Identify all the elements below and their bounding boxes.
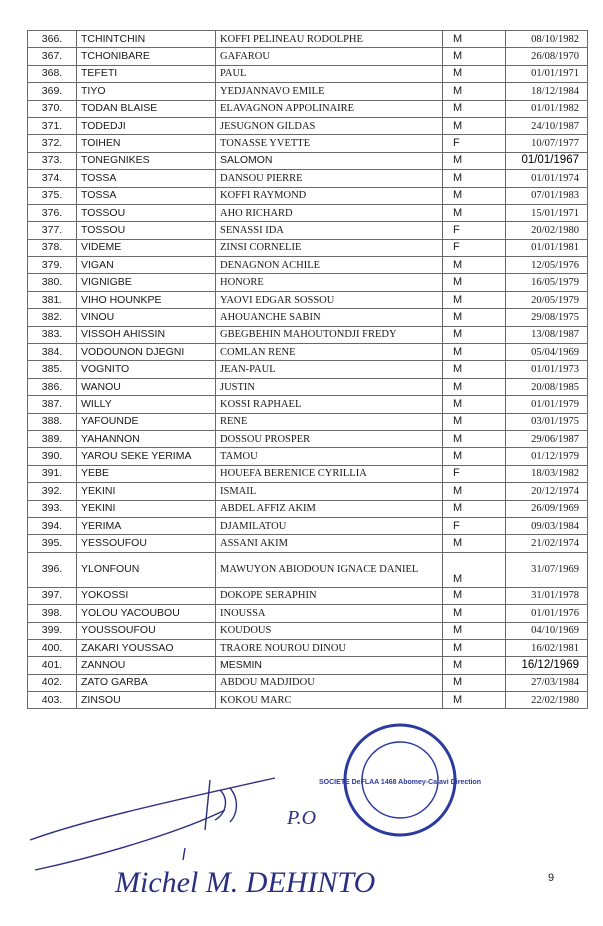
- row-number: 393.: [28, 500, 77, 517]
- table-row: [28, 605, 588, 622]
- birth-date: 21/02/1974: [506, 535, 588, 552]
- table-row: [28, 100, 588, 117]
- row-number: 376.: [28, 204, 77, 221]
- row-number: 369.: [28, 83, 77, 100]
- last-name: TODEDJI: [77, 117, 216, 134]
- company-stamp: [318, 720, 482, 840]
- last-name: YEKINI: [77, 500, 216, 517]
- sex-cell: M: [443, 291, 506, 308]
- birth-date: 20/02/1980: [506, 222, 588, 239]
- first-name: GBEGBEHIN MAHOUTONDJI FREDY: [216, 326, 443, 343]
- last-name: TEFETI: [77, 65, 216, 82]
- table-row: [28, 378, 588, 395]
- row-number: 399.: [28, 622, 77, 639]
- sex-cell: M: [443, 187, 506, 204]
- last-name: VISSOH AHISSIN: [77, 326, 216, 343]
- last-name: YOUSSOUFOU: [77, 622, 216, 639]
- birth-date: 03/01/1975: [506, 413, 588, 430]
- row-number: 384.: [28, 344, 77, 361]
- first-name: ASSANI AKIM: [216, 535, 443, 552]
- table-row: [28, 187, 588, 204]
- table-row: [28, 48, 588, 65]
- row-number: 397.: [28, 587, 77, 604]
- last-name: ZAKARI YOUSSAO: [77, 639, 216, 656]
- first-name: SALOMON: [216, 152, 443, 169]
- first-name: YEDJANNAVO EMILE: [216, 83, 443, 100]
- sex-cell: M: [443, 257, 506, 274]
- row-number: 394.: [28, 517, 77, 534]
- table-row: [28, 222, 588, 239]
- table-row: [28, 83, 588, 100]
- row-number: 372.: [28, 135, 77, 152]
- last-name: VIHO HOUNKPE: [77, 291, 216, 308]
- table-row: [28, 135, 588, 152]
- row-number: 379.: [28, 257, 77, 274]
- sex-cell: M: [443, 48, 506, 65]
- table-row: [28, 413, 588, 430]
- sex-cell: M: [443, 309, 506, 326]
- row-number: 402.: [28, 674, 77, 691]
- birth-date: 26/08/1970: [506, 48, 588, 65]
- sex-cell: M: [443, 100, 506, 117]
- first-name: KOFFI PELINEAU RODOLPHE: [216, 31, 443, 48]
- row-number: 378.: [28, 239, 77, 256]
- first-name: INOUSSA: [216, 605, 443, 622]
- last-name: TONEGNIKES: [77, 152, 216, 169]
- first-name: TAMOU: [216, 448, 443, 465]
- first-name: PAUL: [216, 65, 443, 82]
- table-row: [28, 657, 588, 674]
- first-name: DENAGNON ACHILE: [216, 257, 443, 274]
- sex-cell: M: [443, 204, 506, 221]
- birth-date: 04/10/1969: [506, 622, 588, 639]
- first-name: HOUEFA BERENICE CYRILLIA: [216, 465, 443, 482]
- birth-date: 07/01/1983: [506, 187, 588, 204]
- sex-cell: M: [443, 413, 506, 430]
- first-name: ELAVAGNON APPOLINAIRE: [216, 100, 443, 117]
- last-name: YEBE: [77, 465, 216, 482]
- birth-date: 08/10/1982: [506, 31, 588, 48]
- birth-date: 12/05/1976: [506, 257, 588, 274]
- first-name: DANSOU PIERRE: [216, 170, 443, 187]
- table-row: [28, 309, 588, 326]
- sex-cell: M: [443, 274, 506, 291]
- row-number: 382.: [28, 309, 77, 326]
- table-row: [28, 204, 588, 221]
- row-number: 389.: [28, 430, 77, 447]
- last-name: YLONFOUN: [77, 552, 216, 587]
- birth-date: 16/02/1981: [506, 639, 588, 656]
- signature: [25, 760, 376, 910]
- last-name: TODAN BLAISE: [77, 100, 216, 117]
- row-number: 371.: [28, 117, 77, 134]
- sex-cell: M: [443, 605, 506, 622]
- row-number: 374.: [28, 170, 77, 187]
- row-number: 390.: [28, 448, 77, 465]
- table-row: [28, 448, 588, 465]
- row-number: 386.: [28, 378, 77, 395]
- sex-cell: M: [443, 483, 506, 500]
- row-number: 383.: [28, 326, 77, 343]
- first-name: DOKOPE SERAPHIN: [216, 587, 443, 604]
- first-name: JESUGNON GILDAS: [216, 117, 443, 134]
- member-table-body: [28, 31, 588, 709]
- last-name: TIYO: [77, 83, 216, 100]
- birth-date: 18/03/1982: [506, 465, 588, 482]
- table-row: [28, 65, 588, 82]
- first-name: DJAMILATOU: [216, 517, 443, 534]
- sex-cell: M: [443, 396, 506, 413]
- table-row: [28, 674, 588, 691]
- birth-date: 01/01/1973: [506, 361, 588, 378]
- sex-cell: M: [443, 117, 506, 134]
- last-name: VINOU: [77, 309, 216, 326]
- sex-cell: M: [443, 535, 506, 552]
- birth-date: 09/03/1984: [506, 517, 588, 534]
- sex-cell: M: [443, 622, 506, 639]
- table-row: [28, 326, 588, 343]
- sex-cell: F: [443, 517, 506, 534]
- last-name: ZATO GARBA: [77, 674, 216, 691]
- last-name: TOSSOU: [77, 204, 216, 221]
- sex-cell: M: [443, 31, 506, 48]
- last-name: YAROU SEKE YERIMA: [77, 448, 216, 465]
- table-row: [28, 117, 588, 134]
- birth-date: 01/12/1979: [506, 448, 588, 465]
- birth-date: 01/01/1981: [506, 239, 588, 256]
- sex-cell: F: [443, 222, 506, 239]
- table-row: [28, 239, 588, 256]
- first-name: YAOVI EDGAR SOSSOU: [216, 291, 443, 308]
- sex-cell: M: [443, 692, 506, 709]
- row-number: 395.: [28, 535, 77, 552]
- last-name: YESSOUFOU: [77, 535, 216, 552]
- stamp-text: SOCIETE DeFLAA 1468 Abomey-Calavi Direction: [318, 779, 482, 786]
- last-name: WILLY: [77, 396, 216, 413]
- first-name: TRAORE NOUROU DINOU: [216, 639, 443, 656]
- row-number: 401.: [28, 657, 77, 674]
- row-number: 398.: [28, 605, 77, 622]
- sex-cell: M: [443, 65, 506, 82]
- birth-date: 01/01/1976: [506, 605, 588, 622]
- birth-date: 01/01/1974: [506, 170, 588, 187]
- sex-cell: M: [443, 170, 506, 187]
- sex-cell: F: [443, 239, 506, 256]
- first-name: ABDEL AFFIZ AKIM: [216, 500, 443, 517]
- last-name: TCHINTCHIN: [77, 31, 216, 48]
- page-number: 9: [548, 872, 555, 884]
- first-name: JEAN-PAUL: [216, 361, 443, 378]
- table-row: [28, 396, 588, 413]
- table-row: [28, 344, 588, 361]
- birth-date: 20/12/1974: [506, 483, 588, 500]
- row-number: 368.: [28, 65, 77, 82]
- row-number: 388.: [28, 413, 77, 430]
- birth-date: 29/08/1975: [506, 309, 588, 326]
- sex-cell: M: [443, 448, 506, 465]
- first-name: MAWUYON ABIODOUN IGNACE DANIEL: [216, 552, 443, 587]
- birth-date: 16/12/1969: [506, 657, 588, 674]
- last-name: VOGNITO: [77, 361, 216, 378]
- table-row: [28, 639, 588, 656]
- last-name: TOSSOU: [77, 222, 216, 239]
- table-row: [28, 257, 588, 274]
- sex-cell: M: [443, 326, 506, 343]
- row-number: 381.: [28, 291, 77, 308]
- birth-date: 10/07/1977: [506, 135, 588, 152]
- last-name: TOIHEN: [77, 135, 216, 152]
- first-name: AHOUANCHE SABIN: [216, 309, 443, 326]
- row-number: 377.: [28, 222, 77, 239]
- birth-date: 31/01/1978: [506, 587, 588, 604]
- row-number: 403.: [28, 692, 77, 709]
- first-name: JUSTIN: [216, 378, 443, 395]
- table-row: [28, 465, 588, 482]
- row-number: 391.: [28, 465, 77, 482]
- first-name: MESMIN: [216, 657, 443, 674]
- row-number: 375.: [28, 187, 77, 204]
- table-row: [28, 500, 588, 517]
- first-name: DOSSOU PROSPER: [216, 430, 443, 447]
- first-name: ISMAIL: [216, 483, 443, 500]
- last-name: VIDEME: [77, 239, 216, 256]
- birth-date: 26/09/1969: [506, 500, 588, 517]
- last-name: TOSSA: [77, 170, 216, 187]
- sex-cell: F: [443, 135, 506, 152]
- birth-date: 16/05/1979: [506, 274, 588, 291]
- table-row: [28, 361, 588, 378]
- first-name: KOSSI RAPHAEL: [216, 396, 443, 413]
- sex-cell: M: [443, 500, 506, 517]
- last-name: ZINSOU: [77, 692, 216, 709]
- last-name: YOLOU YACOUBOU: [77, 605, 216, 622]
- last-name: ZANNOU: [77, 657, 216, 674]
- birth-date: 27/03/1984: [506, 674, 588, 691]
- birth-date: 01/01/1971: [506, 65, 588, 82]
- signature-name: Michel M. DEHINTO: [115, 866, 376, 899]
- row-number: 400.: [28, 639, 77, 656]
- last-name: TOSSA: [77, 187, 216, 204]
- table-row: [28, 535, 588, 552]
- row-number: 367.: [28, 48, 77, 65]
- row-number: 370.: [28, 100, 77, 117]
- birth-date: 13/08/1987: [506, 326, 588, 343]
- table-row: [28, 692, 588, 709]
- birth-date: 22/02/1980: [506, 692, 588, 709]
- sex-cell: M: [443, 674, 506, 691]
- sex-cell: F: [443, 465, 506, 482]
- first-name: TONASSE YVETTE: [216, 135, 443, 152]
- last-name: VIGNIGBE: [77, 274, 216, 291]
- row-number: 387.: [28, 396, 77, 413]
- last-name: YAHANNON: [77, 430, 216, 447]
- last-name: YEKINI: [77, 483, 216, 500]
- table-row: [28, 517, 588, 534]
- table-row: [28, 430, 588, 447]
- birth-date: 05/04/1969: [506, 344, 588, 361]
- birth-date: 15/01/1971: [506, 204, 588, 221]
- row-number: 396.: [28, 552, 77, 587]
- first-name: KOFFI RAYMOND: [216, 187, 443, 204]
- first-name: AHO RICHARD: [216, 204, 443, 221]
- sex-cell: M: [443, 430, 506, 447]
- birth-date: 20/08/1985: [506, 378, 588, 395]
- row-number: 373.: [28, 152, 77, 169]
- first-name: RENE: [216, 413, 443, 430]
- birth-date: 31/07/1969: [506, 552, 588, 587]
- birth-date: 01/01/1982: [506, 100, 588, 117]
- first-name: ABDOU MADJIDOU: [216, 674, 443, 691]
- sex-cell: M: [443, 378, 506, 395]
- first-name: ZINSI CORNELIE: [216, 239, 443, 256]
- sex-cell: M: [443, 657, 506, 674]
- table-row: [28, 31, 588, 48]
- first-name: KOUDOUS: [216, 622, 443, 639]
- row-number: 392.: [28, 483, 77, 500]
- sex-cell: M: [443, 361, 506, 378]
- last-name: YAFOUNDE: [77, 413, 216, 430]
- sex-cell: M: [443, 344, 506, 361]
- table-row: [28, 552, 588, 587]
- sex-cell: M: [443, 639, 506, 656]
- first-name: GAFAROU: [216, 48, 443, 65]
- last-name: VODOUNON DJEGNI: [77, 344, 216, 361]
- birth-date: 20/05/1979: [506, 291, 588, 308]
- birth-date: 29/06/1987: [506, 430, 588, 447]
- last-name: VIGAN: [77, 257, 216, 274]
- row-number: 380.: [28, 274, 77, 291]
- birth-date: 01/01/1967: [506, 152, 588, 169]
- sex-cell: M: [443, 83, 506, 100]
- first-name: HONORE: [216, 274, 443, 291]
- table-row: [28, 274, 588, 291]
- row-number: 385.: [28, 361, 77, 378]
- first-name: COMLAN RENE: [216, 344, 443, 361]
- member-table: [27, 30, 588, 709]
- sex-cell: M: [443, 152, 506, 169]
- signature-pd: P.O: [287, 807, 317, 829]
- table-row: [28, 152, 588, 169]
- birth-date: 18/12/1984: [506, 83, 588, 100]
- table-row: [28, 587, 588, 604]
- birth-date: 01/01/1979: [506, 396, 588, 413]
- row-number: 366.: [28, 31, 77, 48]
- table-row: [28, 622, 588, 639]
- last-name: WANOU: [77, 378, 216, 395]
- sex-cell: M: [443, 552, 506, 587]
- first-name: SENASSI IDA: [216, 222, 443, 239]
- birth-date: 24/10/1987: [506, 117, 588, 134]
- sex-cell: M: [443, 587, 506, 604]
- table-row: [28, 291, 588, 308]
- last-name: YERIMA: [77, 517, 216, 534]
- last-name: YOKOSSI: [77, 587, 216, 604]
- table-row: [28, 483, 588, 500]
- table-row: [28, 170, 588, 187]
- first-name: KOKOU MARC: [216, 692, 443, 709]
- last-name: TCHONIBARE: [77, 48, 216, 65]
